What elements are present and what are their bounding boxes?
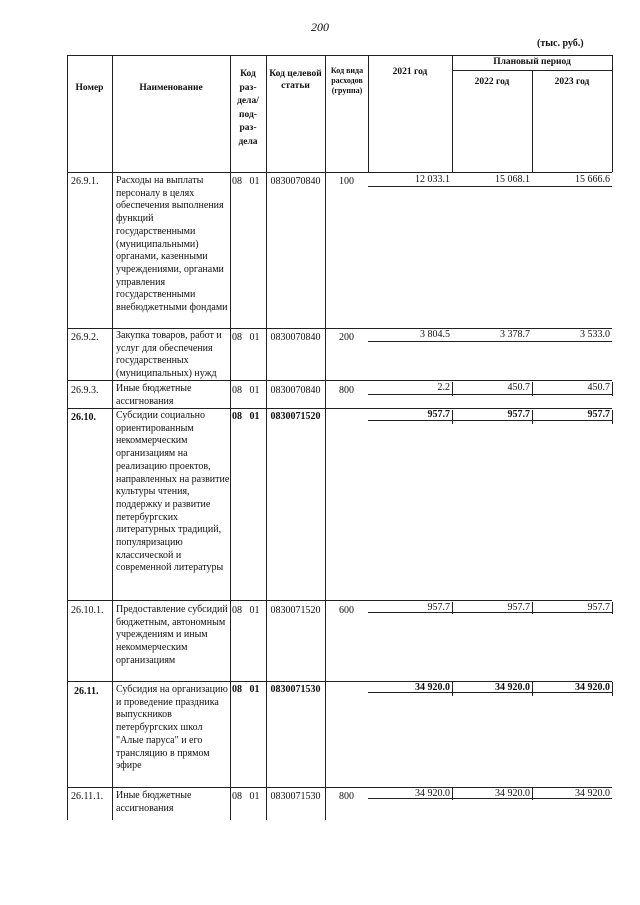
value-rule	[368, 341, 452, 342]
value-tick	[612, 682, 613, 696]
row-value-2023: 957.7	[587, 602, 610, 613]
row-target-code: 0830070840	[270, 385, 321, 396]
body-col-rule	[67, 172, 68, 820]
header-2022: 2022 год	[474, 77, 510, 87]
row-number: 26.11.	[74, 686, 99, 697]
body-col-rule	[112, 172, 113, 820]
value-rule	[452, 394, 532, 395]
row-target-code: 0830071520	[270, 605, 321, 616]
value-rule	[368, 186, 452, 187]
row-name: Субсидии социально ориентированным некоммерческим организациям на реализацию проектов, направленных на развитие культуры чтения, поддержку и развитие петербургских литературных традиций, популяризацию классической и современной литературы	[116, 410, 230, 574]
row-name: Закупка товаров, работ и услуг для обеспечения государственных (муниципальных) нужд	[116, 330, 222, 380]
value-rule	[368, 420, 452, 421]
row-value-2023: 34 920.0	[575, 788, 610, 799]
header-target: Код целевой статьи	[269, 69, 322, 91]
row-value-2021: 2.2	[437, 382, 450, 393]
row-value-2023: 3 533.0	[580, 329, 610, 340]
row-name: Иные бюджетные ассигнования	[116, 383, 192, 407]
row-number: 26.9.2.	[71, 332, 99, 343]
row-rule	[67, 787, 612, 788]
value-rule	[452, 341, 532, 342]
row-target-code: 0830070840	[270, 332, 321, 343]
page-number: 200	[311, 20, 329, 34]
header-plan: Плановый период	[493, 57, 571, 67]
value-tick	[612, 410, 613, 424]
row-name: Иные бюджетные ассигнования	[116, 790, 192, 814]
row-section: 08 01	[232, 605, 260, 616]
row-value-2023: 15 666.6	[575, 174, 610, 185]
row-expense-code: 200	[339, 332, 354, 343]
row-section: 08 01	[232, 176, 260, 187]
header-number: Номер	[75, 83, 104, 93]
row-target-code: 0830071520	[270, 411, 321, 422]
value-rule	[532, 341, 612, 342]
header-2021: 2021 год	[392, 67, 428, 77]
row-number: 26.9.3.	[71, 385, 99, 396]
body-col-rule	[266, 172, 267, 820]
row-name: Предоставление субсидий бюджетным, автономным учреждениям и иным некоммерческим организациям	[116, 604, 228, 666]
row-value-2021: 3 804.5	[420, 329, 450, 340]
row-target-code: 0830070840	[270, 176, 321, 187]
value-rule	[532, 186, 612, 187]
row-value-2023: 957.7	[587, 409, 610, 420]
row-rule	[67, 681, 612, 682]
row-number: 26.11.1.	[71, 791, 104, 802]
row-value-2023: 450.7	[587, 382, 610, 393]
header-section: Код раз- дела/ под- раз- дела	[237, 69, 259, 147]
header-col-rule	[266, 55, 267, 172]
row-value-2022: 15 068.1	[495, 174, 530, 185]
units-label: (тыс. руб.)	[537, 38, 584, 49]
row-value-2021: 34 920.0	[415, 682, 450, 693]
header-name: Наименование	[139, 83, 203, 93]
row-name: Субсидия на организацию и проведение праздника выпускников петербургских школ "Алые паруса" и его трансляцию в прямом эфире	[116, 684, 228, 772]
header-col-rule	[67, 55, 68, 172]
row-value-2022: 34 920.0	[495, 788, 530, 799]
value-rule	[452, 420, 532, 421]
header-2023: 2023 год	[554, 77, 590, 87]
row-expense-code: 800	[339, 385, 354, 396]
header-col-rule	[452, 55, 453, 172]
row-section: 08 01	[232, 791, 260, 802]
value-rule	[452, 186, 532, 187]
value-rule	[532, 420, 612, 421]
header-col-rule	[368, 55, 369, 172]
row-rule	[67, 600, 612, 601]
row-expense-code: 100	[339, 176, 354, 187]
value-rule	[532, 394, 612, 395]
row-value-2022: 957.7	[507, 409, 530, 420]
value-rule	[368, 394, 452, 395]
row-value-2022: 957.7	[507, 602, 530, 613]
row-value-2022: 3 378.7	[500, 329, 530, 340]
header-col-rule	[230, 55, 231, 172]
row-number: 26.10.	[71, 412, 96, 423]
row-expense-code: 600	[339, 605, 354, 616]
row-value-2021: 12 033.1	[415, 174, 450, 185]
row-value-2021: 957.7	[427, 602, 450, 613]
header-bottom-rule	[67, 172, 612, 173]
row-number: 26.10.1.	[71, 605, 104, 616]
row-number: 26.9.1.	[71, 176, 99, 187]
value-tick	[612, 602, 613, 614]
row-value-2022: 450.7	[507, 382, 530, 393]
header-col-rule	[112, 55, 113, 172]
row-value-2021: 34 920.0	[415, 788, 450, 799]
row-section: 08 01	[232, 684, 260, 695]
row-value-2021: 957.7	[427, 409, 450, 420]
row-rule	[67, 328, 612, 329]
header-col-rule	[612, 55, 613, 172]
row-section: 08 01	[232, 411, 260, 422]
row-value-2023: 34 920.0	[575, 682, 610, 693]
row-value-2022: 34 920.0	[495, 682, 530, 693]
row-name: Расходы на выплаты персоналу в целях обеспечения выполнения функций государственными (муниципальными) органами, казенными учреждениями, органами управления государственными внебюджетными фондами	[116, 175, 228, 314]
row-section: 08 01	[232, 332, 260, 343]
row-section: 08 01	[232, 385, 260, 396]
row-target-code: 0830071530	[270, 791, 321, 802]
value-tick	[612, 382, 613, 396]
row-target-code: 0830071530	[270, 684, 321, 695]
header-expense: Код вида расходов (группа)	[330, 66, 364, 95]
row-expense-code: 800	[339, 791, 354, 802]
body-col-rule	[325, 172, 326, 820]
